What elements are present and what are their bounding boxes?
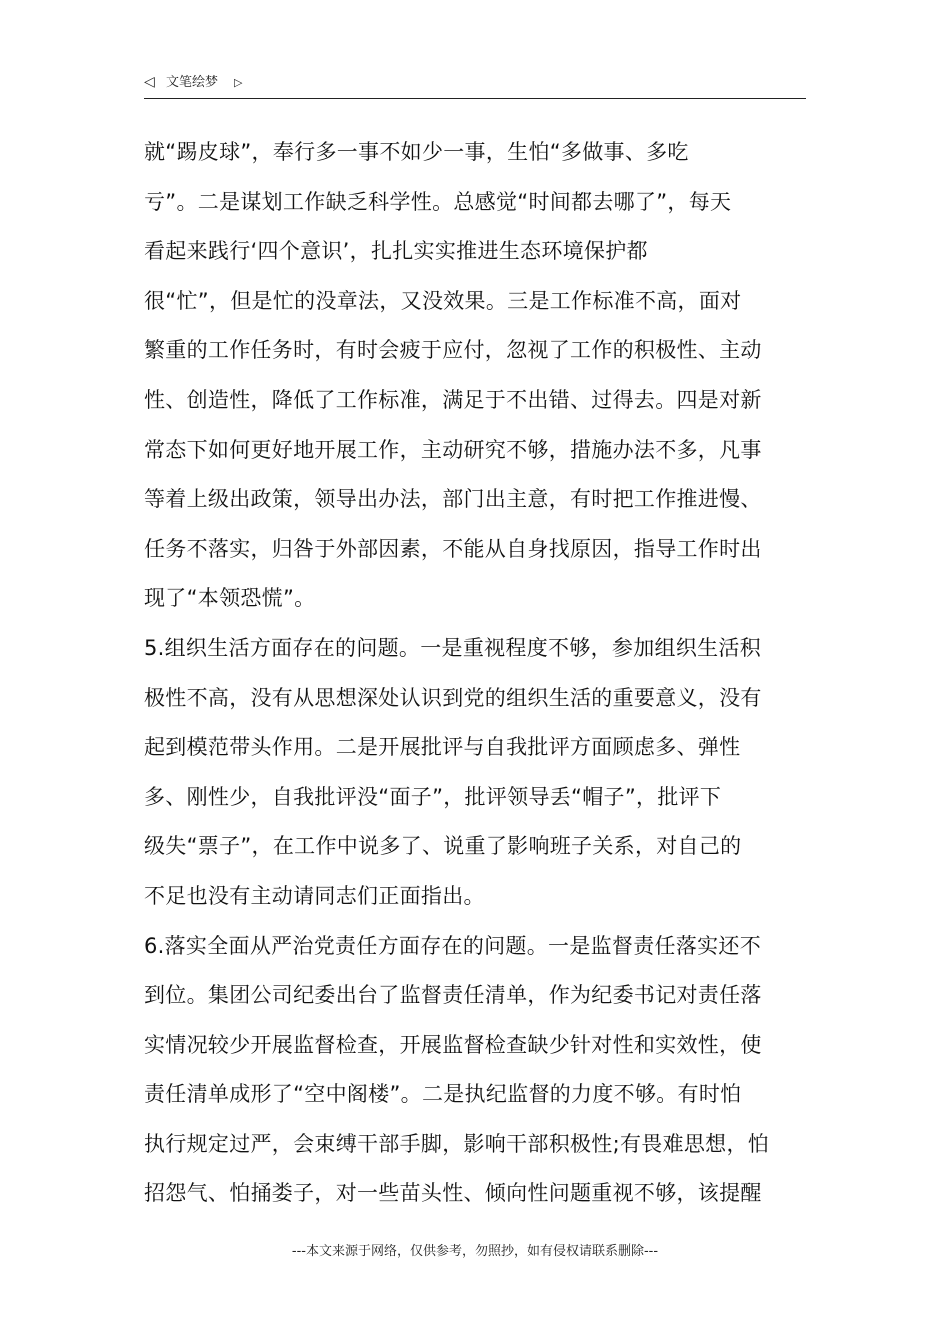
- text-line: 亏”。二是谋划工作缺乏科学性。总感觉“时间都去哪了”，每天: [144, 189, 732, 214]
- page-header: [144, 70, 806, 99]
- text-line: 多、刚性少，自我批评没“面子”，批评领导丢“帽子”，批评下: [144, 784, 722, 809]
- text-line: 级失“票子”，在工作中说多了、说重了影响班子关系，对自己的: [144, 834, 742, 859]
- text-line: 实情况较少开展监督检查，开展监督检查缺少针对性和实效性，使: [144, 1032, 762, 1057]
- left-triangle-icon: ◁: [144, 74, 155, 90]
- text-line: 招怨气、怕捅娄子，对一些苗头性、倾向性问题重视不够，该提醒: [144, 1181, 762, 1206]
- text-line: 等着上级出政策，领导出办法，部门出主意，有时把工作推进慢、: [144, 487, 762, 512]
- text-line: 极性不高，没有从思想深处认识到党的组织生活的重要意义，没有: [144, 685, 762, 710]
- header-title: 文笔绘梦: [166, 75, 219, 90]
- section-heading-line: 6.落实全面从严治党责任方面存在的问题。一是监督责任落实还不: [144, 933, 762, 958]
- text-line: 起到模范带头作用。二是开展批评与自我批评方面顾虑多、弹性: [144, 735, 741, 760]
- text-line: 到位。集团公司纪委出台了监督责任清单，作为纪委书记对责任落: [144, 983, 762, 1008]
- text-line: 责任清单成形了“空中阁楼”。二是执纪监督的力度不够。有时怕: [144, 1082, 742, 1107]
- right-triangle-icon: ▷: [234, 76, 243, 89]
- page-footer: ---本文来源于网络，仅供参考，勿照抄，如有侵权请联系删除---: [291, 1244, 659, 1259]
- text-line: 任务不落实，归咎于外部因素，不能从自身找原因，指导工作时出: [144, 536, 762, 561]
- text-line: 就“踢皮球”，奉行多一事不如少一事，生怕“多做事、多吃: [144, 140, 689, 164]
- document-body: [144, 128, 806, 1219]
- section-heading-line: 5.组织生活方面存在的问题。一是重视程度不够，参加组织生活积: [144, 635, 762, 660]
- text-line: 执行规定过严，会束缚干部手脚，影响干部积极性;有畏难思想，怕: [144, 1131, 770, 1156]
- text-line: 看起来践行‘四个意识’，扎扎实实推进生态环境保护都: [144, 239, 648, 264]
- text-line: 性、创造性，降低了工作标准，满足于不出错、过得去。四是对新: [144, 387, 762, 412]
- text-line: 繁重的工作任务时，有时会疲于应付，忽视了工作的积极性、主动: [144, 338, 762, 363]
- text-line: 不足也没有主动请同志们正面指出。: [144, 883, 485, 908]
- text-line: 很“忙”，但是忙的没章法，又没效果。三是工作标准不高，面对: [144, 288, 742, 313]
- text-line: 常态下如何更好地开展工作，主动研究不够，措施办法不多，凡事: [144, 437, 762, 462]
- text-line: 现了“本领恐慌”。: [144, 586, 316, 611]
